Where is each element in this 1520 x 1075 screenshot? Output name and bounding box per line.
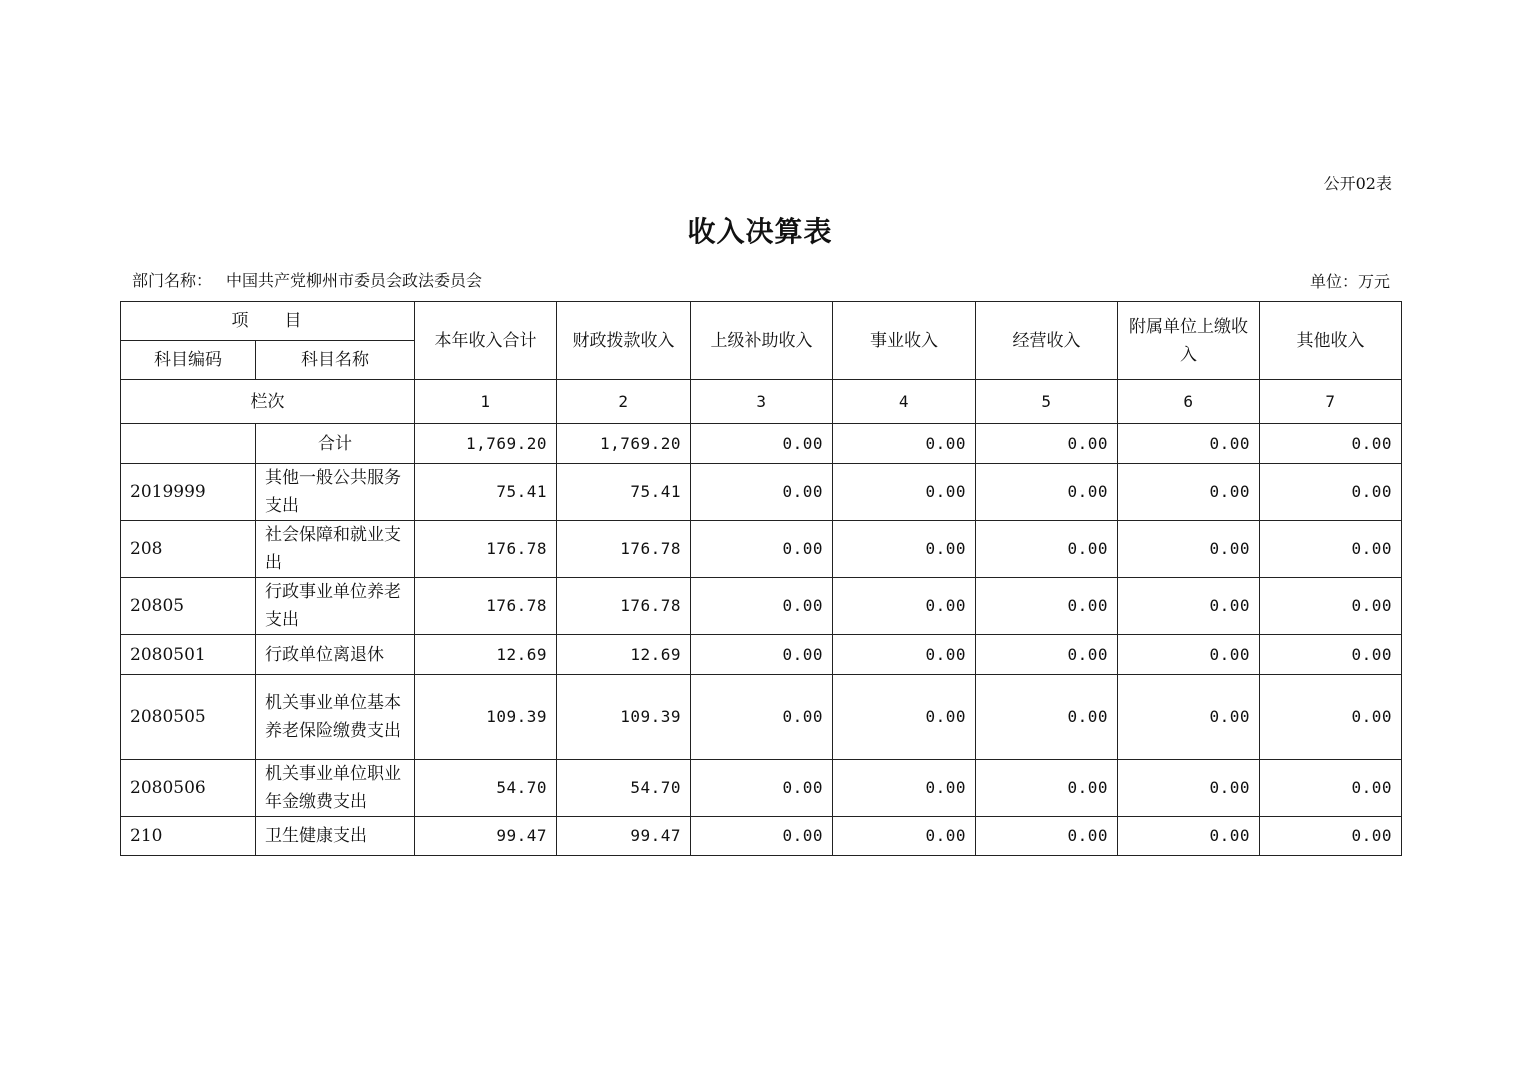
amount-cell: 0.00 <box>1118 464 1260 521</box>
header-item-cell <box>121 302 415 341</box>
total-code <box>121 424 256 464</box>
amount-cell: 0.00 <box>833 635 976 675</box>
subject-code: 2019999 <box>121 464 256 521</box>
header-col-other: 其他收入 <box>1260 302 1402 380</box>
header-col-total: 本年收入合计 <box>415 302 557 380</box>
total-row <box>121 424 1402 464</box>
amount-cell: 0.00 <box>833 521 976 578</box>
amount-cell: 0.00 <box>691 675 833 760</box>
amount-cell: 0.00 <box>1260 635 1402 675</box>
subject-name: 卫生健康支出 <box>256 817 415 856</box>
amount-cell: 0.00 <box>1118 578 1260 635</box>
department-label: 部门名称： <box>132 271 213 290</box>
amount-cell: 0.00 <box>691 521 833 578</box>
amount-cell: 12.69 <box>557 635 691 675</box>
subject-code: 2080506 <box>121 760 256 817</box>
amount-cell: 0.00 <box>833 817 976 856</box>
table-row <box>121 635 1402 675</box>
amount-cell: 99.47 <box>415 817 557 856</box>
amount-cell: 0.00 <box>1260 760 1402 817</box>
amount-cell: 75.41 <box>557 464 691 521</box>
amount-cell: 0.00 <box>1118 760 1260 817</box>
amount-cell: 0.00 <box>976 578 1118 635</box>
amount-cell: 0.00 <box>1260 817 1402 856</box>
amount-cell: 0.00 <box>1118 675 1260 760</box>
table-row <box>121 675 1402 760</box>
subject-code: 20805 <box>121 578 256 635</box>
subject-code: 2080505 <box>121 675 256 760</box>
column-index-3: 3 <box>691 380 833 424</box>
amount-cell: 99.47 <box>557 817 691 856</box>
amount-cell: 0.00 <box>1260 578 1402 635</box>
amount-cell: 0.00 <box>833 464 976 521</box>
column-index-2: 2 <box>557 380 691 424</box>
amount-cell: 0.00 <box>976 675 1118 760</box>
column-index-5: 5 <box>976 380 1118 424</box>
amount-cell: 0.00 <box>833 578 976 635</box>
subject-name: 机关事业单位基本养老保险缴费支出 <box>256 675 415 760</box>
total-label: 合计 <box>256 424 415 464</box>
column-index-4: 4 <box>833 380 976 424</box>
subject-name: 行政事业单位养老支出 <box>256 578 415 635</box>
total-value: 0.00 <box>1118 424 1260 464</box>
header-item-right: 目 <box>284 311 304 331</box>
total-value: 0.00 <box>691 424 833 464</box>
form-number: 公开02表 <box>1323 174 1392 193</box>
amount-cell: 0.00 <box>1118 635 1260 675</box>
amount-cell: 0.00 <box>1260 675 1402 760</box>
amount-cell: 176.78 <box>557 578 691 635</box>
amount-cell: 109.39 <box>557 675 691 760</box>
amount-cell: 0.00 <box>976 464 1118 521</box>
amount-cell: 0.00 <box>976 521 1118 578</box>
department-line <box>132 268 482 291</box>
table-row <box>121 521 1402 578</box>
amount-cell: 0.00 <box>691 760 833 817</box>
total-value: 0.00 <box>976 424 1118 464</box>
amount-cell: 0.00 <box>1260 521 1402 578</box>
amount-cell: 0.00 <box>1118 521 1260 578</box>
total-value: 1,769.20 <box>415 424 557 464</box>
amount-cell: 0.00 <box>691 578 833 635</box>
amount-cell: 75.41 <box>415 464 557 521</box>
column-index-6: 6 <box>1118 380 1260 424</box>
table-row <box>121 578 1402 635</box>
amount-cell: 0.00 <box>976 760 1118 817</box>
header-col-superior: 上级补助收入 <box>691 302 833 380</box>
header-name: 科目名称 <box>256 341 415 380</box>
subject-name: 其他一般公共服务支出 <box>256 464 415 521</box>
amount-cell: 0.00 <box>1118 817 1260 856</box>
table-row <box>121 464 1402 521</box>
amount-cell: 54.70 <box>415 760 557 817</box>
header-col-operating: 经营收入 <box>976 302 1118 380</box>
income-table <box>120 301 1402 856</box>
amount-cell: 176.78 <box>415 521 557 578</box>
table-row <box>121 760 1402 817</box>
total-value: 0.00 <box>1260 424 1402 464</box>
column-index-label: 栏次 <box>121 380 415 424</box>
amount-cell: 176.78 <box>557 521 691 578</box>
amount-cell: 0.00 <box>691 635 833 675</box>
page-title: 收入决算表 <box>687 215 833 248</box>
total-value: 0.00 <box>833 424 976 464</box>
amount-cell: 0.00 <box>691 464 833 521</box>
subject-name: 社会保障和就业支出 <box>256 521 415 578</box>
header-item-left: 项 <box>231 311 251 331</box>
amount-cell: 109.39 <box>415 675 557 760</box>
header-col-business: 事业收入 <box>833 302 976 380</box>
column-index-row <box>121 380 1402 424</box>
unit-label: 单位：万元 <box>1309 272 1390 291</box>
amount-cell: 0.00 <box>976 817 1118 856</box>
column-index-1: 1 <box>415 380 557 424</box>
amount-cell: 176.78 <box>415 578 557 635</box>
subject-code: 2080501 <box>121 635 256 675</box>
amount-cell: 0.00 <box>1260 464 1402 521</box>
header-col-affiliated: 附属单位上缴收入 <box>1118 302 1260 380</box>
subject-code: 208 <box>121 521 256 578</box>
amount-cell: 12.69 <box>415 635 557 675</box>
amount-cell: 54.70 <box>557 760 691 817</box>
department-name: 中国共产党柳州市委员会政法委员会 <box>226 271 483 290</box>
subject-code: 210 <box>121 817 256 856</box>
amount-cell: 0.00 <box>976 635 1118 675</box>
column-index-7: 7 <box>1260 380 1402 424</box>
amount-cell: 0.00 <box>833 675 976 760</box>
subject-name: 行政单位离退休 <box>256 635 415 675</box>
header-code: 科目编码 <box>121 341 256 380</box>
table-row <box>121 817 1402 856</box>
header-col-fiscal: 财政拨款收入 <box>557 302 691 380</box>
subject-name: 机关事业单位职业年金缴费支出 <box>256 760 415 817</box>
amount-cell: 0.00 <box>691 817 833 856</box>
header-row-1 <box>121 302 1402 341</box>
total-value: 1,769.20 <box>557 424 691 464</box>
amount-cell: 0.00 <box>833 760 976 817</box>
